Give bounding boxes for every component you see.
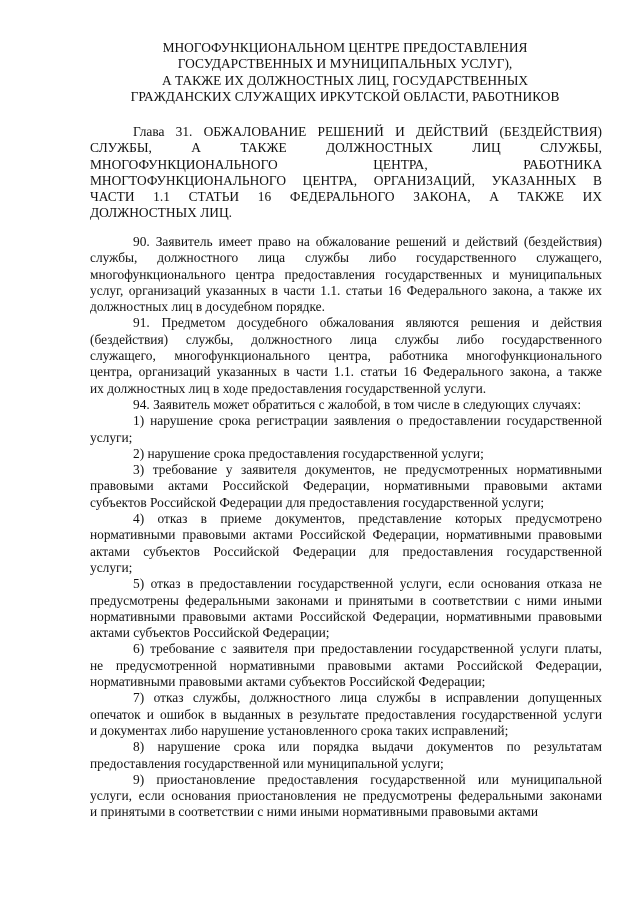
paragraph <box>90 641 602 690</box>
paragraph-line: 91. Предметом досудебного обжалования являются решения и действия <box>133 315 602 331</box>
chapter-line: Глава 31. ОБЖАЛОВАНИЕ РЕШЕНИЙ И ДЕЙСТВИЙ (БЕЗДЕЙСТВИЯ) <box>133 124 602 139</box>
document-body <box>90 234 602 821</box>
paragraph-line: не предусмотренной нормативными правовыми актами Российской Федерации, <box>90 657 602 673</box>
title-line: МНОГОФУНКЦИОНАЛЬНОМ ЦЕНТРЕ ПРЕДОСТАВЛЕНИЯ <box>162 40 528 55</box>
paragraph <box>90 576 602 641</box>
paragraph-line: их должностных лиц в ходе предоставления государственной услуги. <box>90 380 487 396</box>
paragraph <box>90 234 602 315</box>
paragraph-line: субъектов Российской Федерации для предоставления государственной услуги; <box>90 494 545 510</box>
paragraph <box>90 413 602 446</box>
paragraph-line: нормативными правовыми актами Российской Федерации, нормативными правовыми <box>90 527 602 543</box>
paragraph-line: 6) требование с заявителя при предоставлении государственной услуги платы, <box>133 641 602 657</box>
paragraph-line: услуги, если основания приостановления не предусмотрены федеральными законами <box>90 788 602 804</box>
paragraph <box>90 315 602 396</box>
paragraph-line: актами субъектов Российской Федерации для предоставления государственной <box>90 543 602 559</box>
paragraph <box>90 446 602 462</box>
chapter-line: МНОГТОФУНКЦИОНАЛЬНОГО ЦЕНТРА, ОРГАНИЗАЦИЙ, УКАЗАННЫХ В <box>90 172 602 188</box>
title-line: А ТАКЖЕ ИХ ДОЛЖНОСТНЫХ ЛИЦ, ГОСУДАРСТВЕННЫХ <box>161 72 529 88</box>
paragraph-line: 4) отказ в приеме документов, представление которых предусмотрено <box>133 511 602 527</box>
paragraph <box>90 739 602 772</box>
paragraph <box>90 690 602 739</box>
chapter-line: ЧАСТИ 1.1 СТАТЬИ 16 ФЕДЕРАЛЬНОГО ЗАКОНА, А ТАКЖЕ ИХ <box>90 189 602 205</box>
paragraph-line: нормативными правовыми актами субъектов Российской Федерации; <box>90 674 486 690</box>
paragraph-line: услуг, организаций указанных в части 1.1. статьи 16 Федерального закона, а также их <box>90 282 602 298</box>
paragraph-line: (бездействия) службы, должностного лица службы либо государственного <box>90 331 602 347</box>
paragraph-line: 2) нарушение срока предоставления государственной услуги; <box>133 445 484 461</box>
paragraph-line: услуги; <box>90 429 133 445</box>
paragraph-line: 7) отказ службы, должностного лица службы в исправлении допущенных <box>133 690 602 706</box>
paragraph-line: предусмотрены федеральными законами и принятыми в соответствии с ними иными <box>90 592 602 608</box>
title-line: ГОСУДАРСТВЕННЫХ И МУНИЦИПАЛЬНЫХ УСЛУГ), <box>177 56 513 72</box>
paragraph-line: 5) отказ в предоставлении государственной услуги, если основания отказа не <box>133 576 602 592</box>
chapter-line: МНОГОФУНКЦИОНАЛЬНОГО ЦЕНТРА, РАБОТНИКА <box>90 156 602 172</box>
paragraph <box>90 772 602 821</box>
paragraph-line: актами субъектов Российской Федерации; <box>90 625 330 641</box>
paragraph <box>90 397 602 413</box>
paragraph-line: и документах либо нарушение установленного срока таких исправлений; <box>90 722 509 738</box>
chapter-line: ДОЛЖНОСТНЫХ ЛИЦ. <box>90 205 232 221</box>
chapter-line: СЛУЖБЫ, А ТАКЖЕ ДОЛЖНОСТНЫХ ЛИЦ СЛУЖБЫ, <box>90 140 602 156</box>
paragraph-line: правовыми актами Российской Федерации, нормативными правовыми актами <box>90 478 602 494</box>
paragraph-line: опечаток и ошибок в выданных в результате предоставления государственной услуги <box>90 706 602 722</box>
paragraph-line: должностных лиц в досудебном порядке. <box>90 299 325 315</box>
chapter-heading <box>90 124 602 222</box>
paragraph-line: многофункционального центра предоставления государственных и муниципальных <box>90 266 602 282</box>
paragraph-line: 9) приостановление предоставления государственной или муниципальной <box>133 771 602 787</box>
paragraph-line: предоставления государственной или муниципальной услуги; <box>90 755 444 771</box>
paragraph-line: 1) нарушение срока регистрации заявления о предоставлении государственной <box>133 413 602 429</box>
document-title <box>90 40 600 105</box>
paragraph-line: центра, организаций указанных в части 1.1. статьи 16 Федерального закона, а также <box>90 364 602 380</box>
paragraph-line: служащего, многофункционального центра, работника многофункционального <box>90 348 602 364</box>
title-line: ГРАЖДАНСКИХ СЛУЖАЩИХ ИРКУТСКОЙ ОБЛАСТИ, РАБОТНИКОВ <box>130 88 560 104</box>
paragraph-line: 8) нарушение срока или порядка выдачи документов по результатам <box>133 739 602 755</box>
paragraph-line: 94. Заявитель может обратиться с жалобой, в том числе в следующих случаях: <box>133 396 582 412</box>
paragraph-line: службы, должностного лица службы либо государственного служащего, <box>90 250 602 266</box>
paragraph <box>90 511 602 576</box>
paragraph-line: 90. Заявитель имеет право на обжалование решений и действий (бездействия) <box>133 234 602 249</box>
paragraph-line: и принятыми в соответствии с ними иными нормативными правовыми актами <box>90 804 539 820</box>
paragraph-line: 3) требование у заявителя документов, не предусмотренных нормативными <box>133 462 602 478</box>
paragraph-line: нормативными правовыми актами Российской Федерации, нормативными правовыми <box>90 608 602 624</box>
paragraph <box>90 462 602 511</box>
paragraph-line: услуги; <box>90 559 133 575</box>
